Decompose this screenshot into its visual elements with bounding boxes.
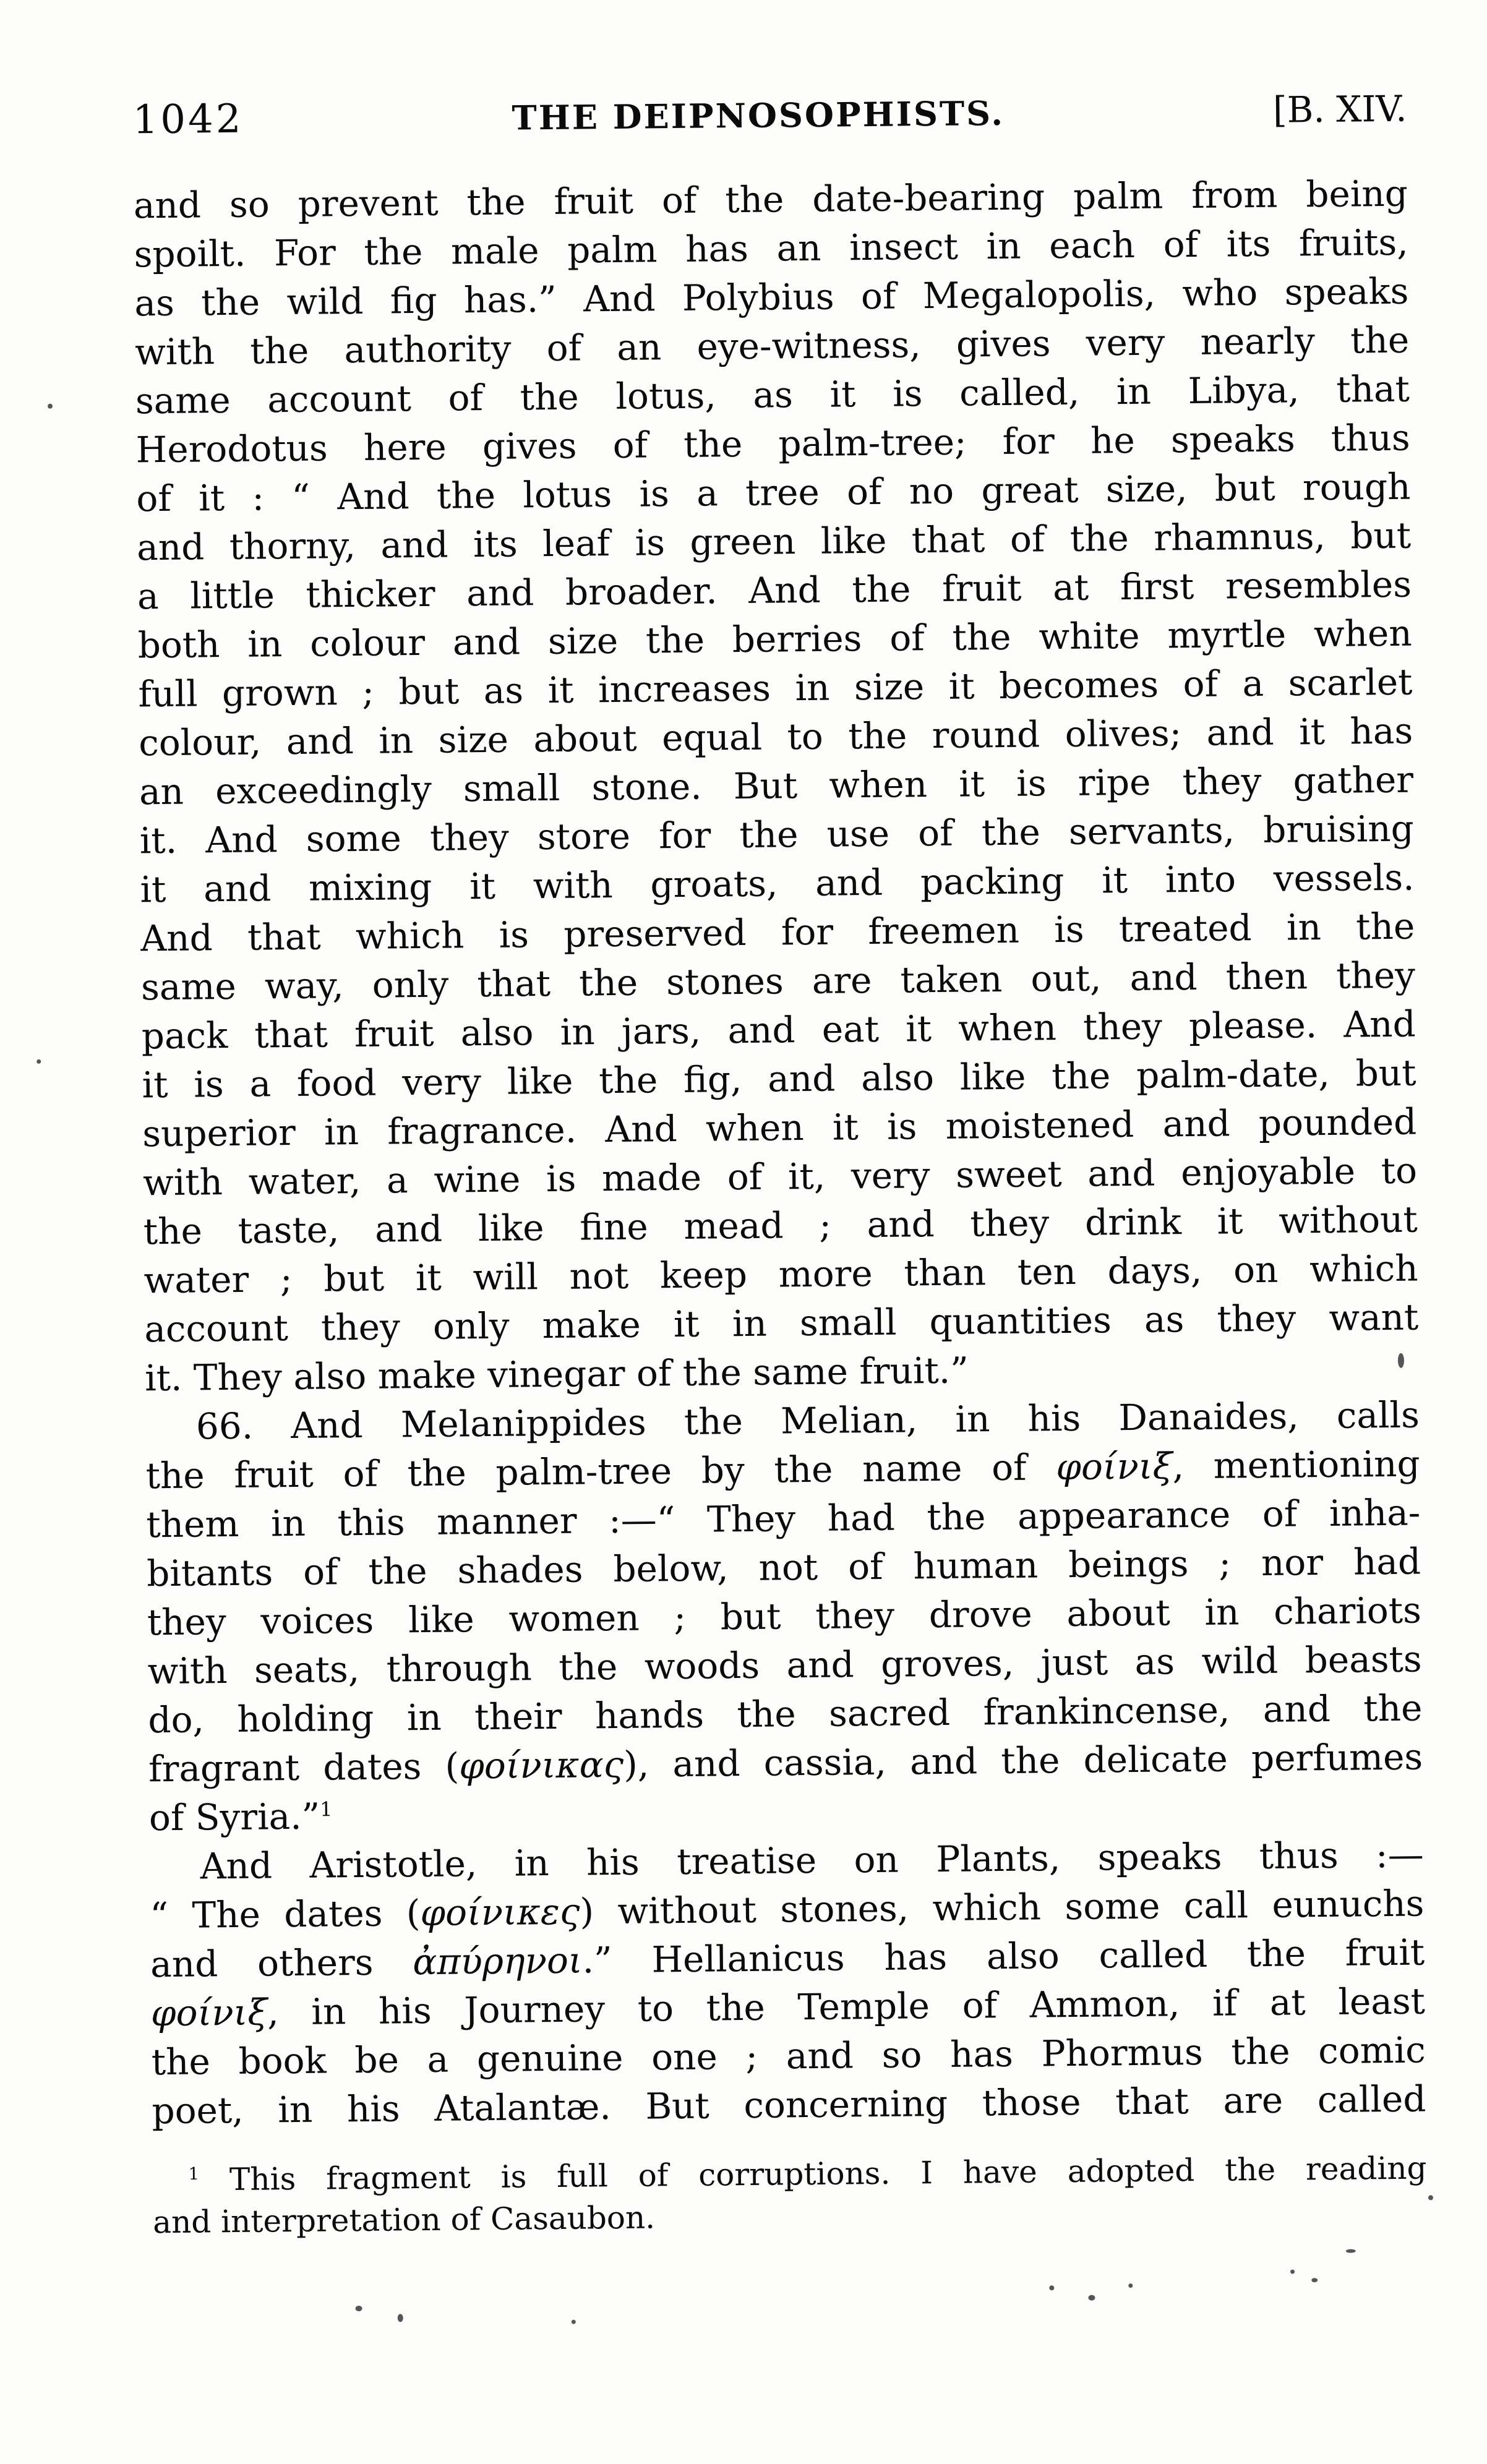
scan-speck <box>398 2314 403 2322</box>
body-line: water ; but it will not keep more than ten days, on which <box>144 1247 1418 1302</box>
greek-word: φοίνικας <box>458 1743 624 1787</box>
scan-speck <box>1088 2295 1095 2301</box>
page-number: 1042 <box>132 96 244 143</box>
body-line: the book be a genuine one ; and so has Phormus the comic <box>151 2029 1426 2084</box>
scan-speck <box>36 1059 41 1064</box>
scan-speck <box>572 2320 576 2324</box>
body-line: it. And some they store for the use of the servants, bruising <box>139 807 1415 862</box>
greek-word: ἀπύρηνοι <box>412 1939 583 1983</box>
footnote-marker: 1 <box>188 2163 200 2184</box>
book-reference: [B. XIV. <box>1272 87 1407 131</box>
body-line: both in colour and size the berries of the white myrtle when <box>137 612 1412 667</box>
body-line: superior in fragrance. And when it is moistened and pounded <box>142 1100 1417 1155</box>
page-header <box>132 85 1407 143</box>
body-line: Herodotus here gives of the palm-tree; for he speaks thus <box>135 416 1410 471</box>
body-line: same way, only that the stones are taken out, and then they <box>140 954 1416 1009</box>
body-line: and thorny, and its leaf is green like that of the rhamnus, but <box>136 514 1412 569</box>
body-line: with water, a wine is made of it, very sweet and enjoyable to <box>142 1149 1418 1204</box>
body-line: it and mixing it with groats, and packing it into vessels. <box>140 856 1415 911</box>
body-line: as the wild fig has.” And Polybius of Megalopolis, who speaks <box>134 270 1409 325</box>
footnote-line: $^1$ This fragment is full of corruptions. I have adopted the reading <box>188 2150 1427 2198</box>
body-line: same account of the lotus, as it is called, in Libya, that <box>135 367 1410 422</box>
body-line: with the authority of an eye-witness, gives very nearly the <box>134 319 1410 374</box>
body-line: φοίνιξ, in his Journey to the Temple of Ammon, if at least <box>150 1980 1426 2035</box>
scan-speck <box>1311 2278 1318 2282</box>
scan-artifacts <box>0 0 1476 7</box>
body-text <box>134 169 1426 2136</box>
body-line: and so prevent the fruit of the date-bearing palm from being <box>133 172 1408 227</box>
scan-speck <box>1398 1353 1404 1368</box>
body-line: bitants of the shades below, not of human beings ; nor had <box>146 1540 1421 1595</box>
body-line: “ The dates (φοίνικες) without stones, which some call eunuchs <box>150 1882 1425 1937</box>
running-title: THE DEIPNOSOPHISTS. <box>512 93 1005 138</box>
greek-word: φοίνιξ <box>150 1991 268 2035</box>
body-line: full grown ; but as it increases in size it becomes of a scarlet <box>138 661 1413 716</box>
footnote <box>152 2147 1427 2243</box>
footnote-line: and interpretation of Casaubon. <box>152 2199 656 2241</box>
body-line: them in this manner :—“ They had the appearance of inha- <box>146 1491 1421 1546</box>
body-line: they voices like women ; but they drove about in chariots <box>147 1589 1422 1644</box>
scan-speck <box>1290 2270 1295 2274</box>
body-line: the fruit of the palm-tree by the name of φοίνιξ, mentioning <box>145 1442 1420 1497</box>
body-line: of Syria.”$^1$ <box>148 1795 333 1839</box>
body-line: pack that fruit also in jars, and eat it when they please. And <box>141 1003 1416 1058</box>
body-line: And Aristotle, in his treatise on Plants, speaks thus :— <box>200 1833 1424 1888</box>
footnote-marker: 1 <box>319 1797 333 1821</box>
body-line: it is a food very like the fig, and also like the palm-date, but <box>142 1051 1416 1106</box>
body-line: do, holding in their hands the sacred frankincense, and the <box>148 1687 1423 1742</box>
scan-speck <box>1049 2285 1054 2290</box>
body-line: the taste, and like fine mead ; and they drink it without <box>143 1198 1418 1253</box>
body-line: of it : “ And the lotus is a tree of no great size, but rough <box>136 465 1411 520</box>
greek-word: φοίνιξ <box>1055 1445 1173 1489</box>
body-line: and others ἀπύρηνοι.” Hellanicus has also called the fruit <box>150 1931 1425 1986</box>
greek-word: φοίνικες <box>420 1890 580 1935</box>
body-line: colour, and in size about equal to the round olives; and it has <box>138 709 1413 764</box>
body-line: an exceedingly small stone. But when it is ripe they gather <box>139 758 1414 813</box>
scan-speck <box>1346 2249 1356 2253</box>
body-line: poet, in his Atalantæ. But concerning those that are called <box>152 2077 1426 2132</box>
body-line: with seats, through the woods and groves, just as wild beasts <box>147 1638 1422 1693</box>
body-line: 66. And Melanippides the Melian, in his Danaides, calls <box>195 1393 1420 1448</box>
scan-speck <box>1428 2195 1433 2200</box>
scan-speck <box>48 404 53 409</box>
body-line: account they only make it in small quantities as they want <box>144 1296 1419 1351</box>
body-line: And that which is preserved for freemen is treated in the <box>140 905 1415 960</box>
scan-speck <box>1128 2283 1133 2288</box>
scan-speck <box>356 2306 362 2311</box>
body-line: it. They also make vinegar of the same fruit.” <box>144 1349 969 1400</box>
body-line: spoilt. For the male palm has an insect in each of its fruits, <box>134 221 1408 276</box>
body-line: fragrant dates (φοίνικας), and cassia, and the delicate perfumes <box>148 1735 1423 1790</box>
body-line: a little thicker and broader. And the fruit at first resembles <box>137 563 1412 618</box>
